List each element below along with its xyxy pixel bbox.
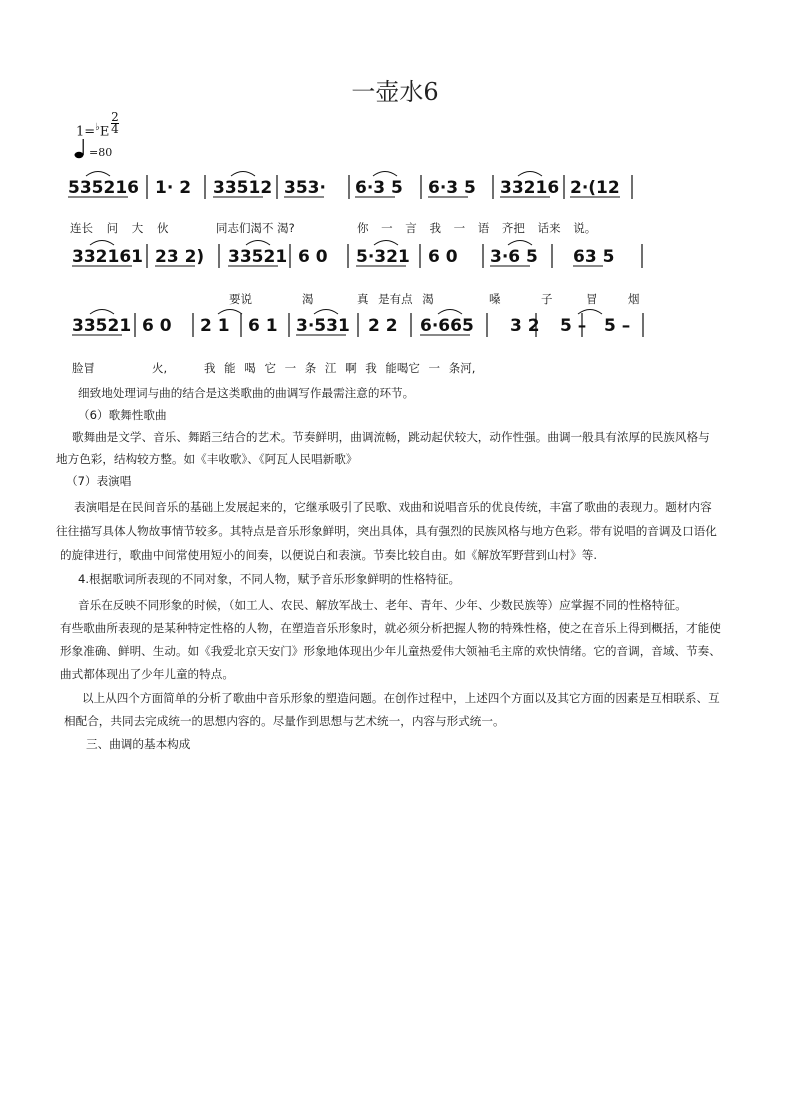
score-measure: 6 0 bbox=[428, 247, 458, 267]
score-measure: 6·3 5 bbox=[428, 178, 476, 198]
slur-arc bbox=[374, 241, 398, 246]
lyric-r2-f: 冒 bbox=[586, 292, 598, 306]
section-heading: （7）表演唱 bbox=[66, 474, 132, 488]
song-title: 一壶水6 bbox=[351, 78, 439, 106]
score-measure: 1· 2 bbox=[155, 178, 192, 198]
score-measure: 6 0 bbox=[142, 316, 172, 336]
lyric-r2-b: 渴 bbox=[302, 292, 314, 306]
score-measure: 33216 bbox=[500, 178, 560, 198]
score-measure: 332161 bbox=[72, 247, 143, 267]
score-measure: 353· bbox=[284, 178, 326, 198]
section-heading: （6）歌舞性歌曲 bbox=[78, 408, 167, 422]
lyric-r3-b: 火, bbox=[152, 361, 168, 375]
score-measure: 2 2 bbox=[368, 316, 398, 336]
paragraph: 的旋律进行，歌曲中间常使用短小的间奏，以便说白和表演。节奏比较自由。如《解放军野营到山村》等. bbox=[60, 548, 598, 562]
lyric-r1-c: 你 一 言 我 一 语 齐把 话来 说。 bbox=[357, 221, 597, 235]
paragraph: 细致地处理词与曲的结合是这类歌曲的曲调写作最需注意的环节。 bbox=[78, 386, 415, 400]
lyric-r1-b: 同志们渴不 渴? bbox=[216, 221, 295, 235]
body-text bbox=[56, 382, 746, 755]
lyric-r1-a: 连长 问 大 伙 bbox=[70, 221, 169, 235]
score-measure: 5 – bbox=[560, 316, 587, 336]
score-measure: 33512 bbox=[213, 178, 273, 198]
score-measure: 3·531 bbox=[296, 316, 350, 336]
score-measure: 6·665 bbox=[420, 316, 474, 336]
score-measure: 23 2) bbox=[155, 247, 205, 267]
slur-arc bbox=[218, 310, 242, 315]
score-measure: 535216 bbox=[68, 178, 139, 198]
score-measure: 6·3 5 bbox=[355, 178, 403, 198]
time-signature: 2 4 bbox=[111, 110, 119, 136]
score-measure: 33521 bbox=[228, 247, 288, 267]
slur-arc bbox=[438, 310, 462, 315]
paragraph: 音乐在反映不同形象的时候，（如工人、农民、解放军战士、老年、青年、少年、少数民族等）应掌握不同的性格特征。 bbox=[78, 598, 687, 612]
score-measure: 6 0 bbox=[298, 247, 328, 267]
jianpu-score bbox=[0, 0, 790, 380]
key-label: 1=♭E bbox=[76, 122, 110, 140]
slur-arc bbox=[90, 310, 114, 315]
score-measure: 5·321 bbox=[356, 247, 410, 267]
slur-arc bbox=[518, 172, 542, 177]
score-measure: 2·(12 bbox=[570, 178, 620, 198]
lyric-r2-a: 要说 bbox=[229, 292, 252, 306]
slur-arc bbox=[314, 310, 338, 315]
paragraph: 形象准确、鲜明、生动。如《我爱北京天安门》形象地体现出少年儿童热爱伟大领袖毛主席的欢快情绪。它的音调，音域、节奏、 bbox=[60, 644, 721, 658]
slur-arc bbox=[231, 172, 255, 177]
score-measure: 33521 bbox=[72, 316, 132, 336]
score-measure: 3 2 bbox=[510, 316, 540, 336]
paragraph: 表演唱是在民间音乐的基础上发展起来的，它继承吸引了民歌、戏曲和说唱音乐的优良传统，丰富了歌曲的表现力。题材内容 bbox=[74, 500, 712, 514]
score-measure: 2 1 bbox=[200, 316, 230, 336]
slur-arc bbox=[90, 241, 114, 246]
lyric-r2-d: 嗓 bbox=[489, 292, 501, 306]
lyric-r2-g: 烟 bbox=[628, 292, 640, 306]
tempo-value: =80 bbox=[89, 146, 113, 159]
paragraph: 地方色彩，结构较方整。如《丰收歌》、《阿瓦人民唱新歌》 bbox=[56, 452, 358, 466]
slur-arc bbox=[508, 241, 532, 246]
lyric-r2-e: 子 bbox=[541, 292, 553, 306]
score-measure: 3·6 5 bbox=[490, 247, 538, 267]
section-heading: 4.根据歌词所表现的不同对象，不同人物，赋予音乐形象鲜明的性格特征。 bbox=[78, 572, 461, 586]
paragraph: 歌舞曲是文学、音乐、舞蹈三结合的艺术。节奏鲜明，曲调流畅，跳动起伏较大，动作性强。曲调一般具有浓厚的民族风格与 bbox=[72, 430, 710, 444]
score-measure: 5 – bbox=[604, 316, 631, 336]
lyric-r3-c: 我 能 喝 它 一 条 江 啊 我 能喝它 一 条河, bbox=[204, 361, 476, 375]
slur-arc bbox=[373, 172, 397, 177]
slur-arc bbox=[246, 241, 270, 246]
paragraph: 有些歌曲所表现的是某种特定性格的人物，在塑造音乐形象时，就必须分析把握人物的特殊性格，使之在音乐上得到概括，才能使 bbox=[60, 621, 721, 635]
paragraph: 以上从四个方面简单的分析了歌曲中音乐形象的塑造问题。在创作过程中，上述四个方面以及其它方面的因素是互相联系、互 bbox=[82, 691, 720, 705]
flat-sign: ♭ bbox=[95, 122, 100, 133]
section-heading: 三、曲调的基本构成 bbox=[86, 737, 191, 751]
paragraph: 曲式都体现出了少年儿童的特点。 bbox=[60, 667, 234, 681]
lyric-r3-a: 脸冒 bbox=[72, 361, 95, 375]
paragraph: 往往描写具体人物故事情节较多。其特点是音乐形象鲜明，突出具体，具有强烈的民族风格与地方色彩。带有说唱的音调及口语化 bbox=[56, 524, 717, 538]
score-measure: 63 5 bbox=[573, 247, 615, 267]
lyric-r2-c: 真 是有点 渴 bbox=[357, 292, 434, 306]
slur-arc bbox=[86, 172, 110, 177]
paragraph: 相配合，共同去完成统一的思想内容的。尽量作到思想与艺术统一，内容与形式统一。 bbox=[64, 714, 505, 728]
score-measure: 6 1 bbox=[248, 316, 278, 336]
